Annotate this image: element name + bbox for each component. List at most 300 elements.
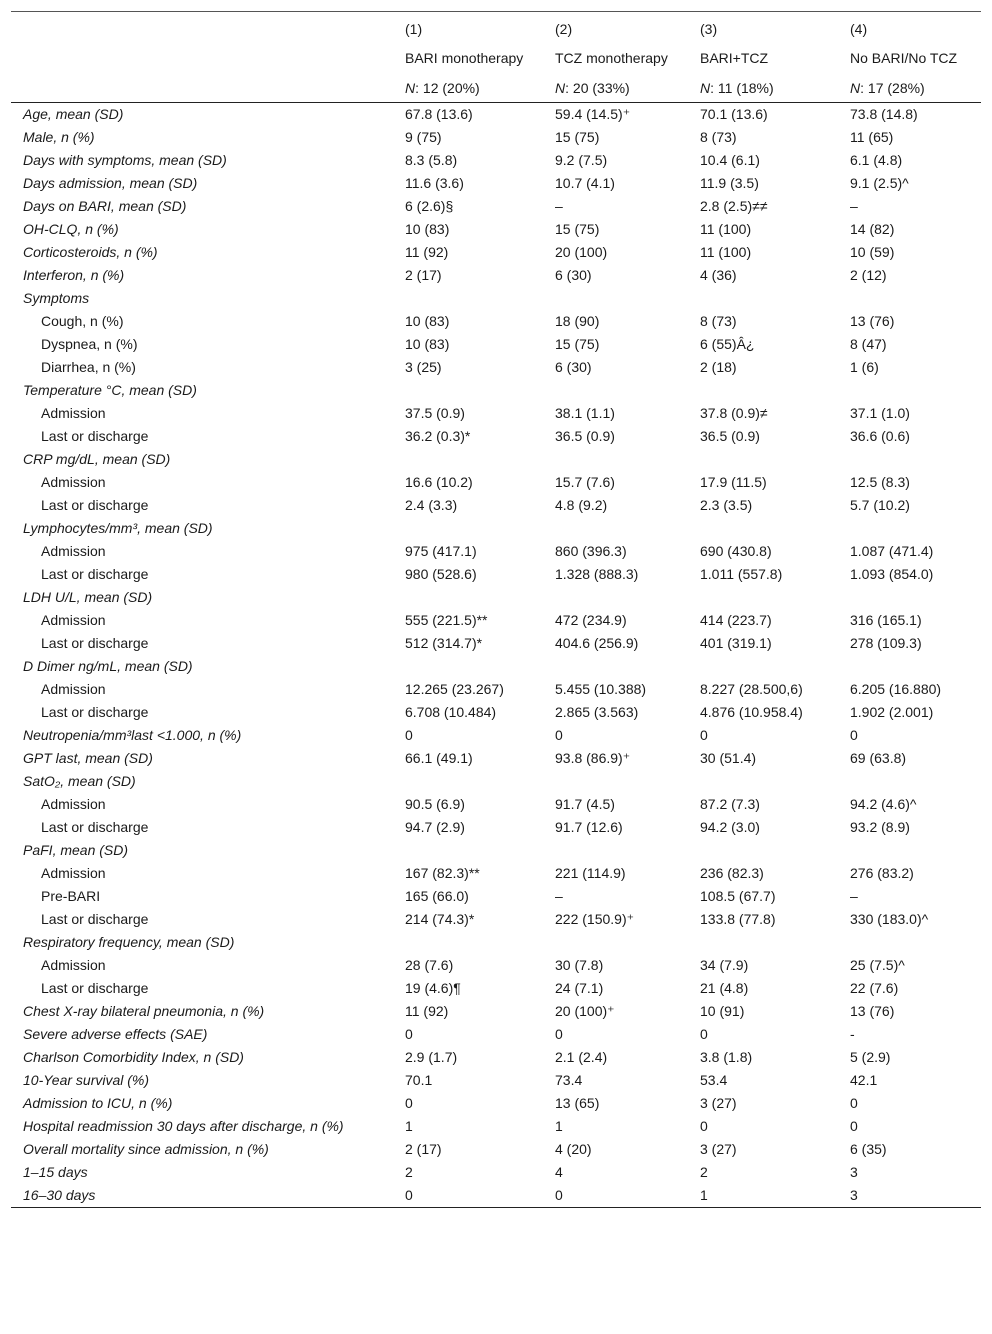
- cell-value: 36.5 (0.9): [555, 428, 615, 444]
- row-label: Days with symptoms, mean (SD): [23, 152, 227, 168]
- cell-value: 2.4 (3.3): [405, 497, 458, 513]
- cell-value: 37.5 (0.9): [405, 405, 465, 421]
- results-table: [11, 11, 981, 1208]
- row-group-label: Respiratory frequency, mean (SD): [23, 934, 235, 950]
- table-group-row: [11, 839, 981, 862]
- cell-value: 6 (30): [555, 359, 592, 375]
- cell-value: [543, 931, 688, 954]
- cell-value: 6.1 (4.8): [850, 152, 903, 168]
- table-row: [11, 103, 981, 127]
- cell-value: 28 (7.6): [405, 957, 454, 973]
- cell-value: 24 (7.1): [555, 980, 604, 996]
- cell-value: 3.8 (1.8): [700, 1049, 753, 1065]
- cell-value: 8.3 (5.8): [405, 152, 458, 168]
- cell-value: 59.4 (14.5)⁺: [555, 106, 631, 122]
- cell-value: 2.865 (3.563): [555, 704, 639, 720]
- table-row: [11, 356, 981, 379]
- cell-value: 975 (417.1): [405, 543, 477, 559]
- cell-value: 236 (82.3): [700, 865, 764, 881]
- cell-value: 2.8 (2.5)≠≠: [700, 198, 768, 214]
- table-row: [11, 540, 981, 563]
- table-row: [11, 1000, 981, 1023]
- cell-value: 11 (92): [405, 1003, 449, 1019]
- cell-value: 2: [700, 1164, 708, 1180]
- cell-value: 165 (66.0): [405, 888, 469, 904]
- row-label: Admission: [41, 681, 106, 697]
- table-row: [11, 609, 981, 632]
- table-group-row: [11, 931, 981, 954]
- cell-value: 5 (2.9): [850, 1049, 891, 1065]
- cell-value: 1: [405, 1118, 413, 1134]
- row-label: Last or discharge: [41, 428, 149, 444]
- cell-value: 4 (36): [700, 267, 737, 283]
- cell-value: 6 (2.6)§: [405, 198, 454, 214]
- table-row: [11, 862, 981, 885]
- cell-value: 6 (35): [850, 1141, 887, 1157]
- table-row: [11, 977, 981, 1000]
- table-row: [11, 264, 981, 287]
- row-label: Admission: [41, 474, 106, 490]
- cell-value: 8 (73): [700, 129, 737, 145]
- table-row: [11, 678, 981, 701]
- cell-value: [393, 770, 543, 793]
- cell-value: 10 (59): [850, 244, 895, 260]
- cell-value: 222 (150.9)⁺: [555, 911, 634, 927]
- row-label: Last or discharge: [41, 497, 149, 513]
- cell-value: 53.4: [700, 1072, 728, 1088]
- cell-value: 1: [688, 1184, 838, 1208]
- cell-value: 37.8 (0.9)≠: [700, 405, 768, 421]
- cell-value: 6.708 (10.484): [405, 704, 497, 720]
- cell-value: 94.7 (2.9): [405, 819, 465, 835]
- table-body: [11, 103, 981, 1208]
- table-row: [11, 126, 981, 149]
- row-label: Admission: [41, 865, 106, 881]
- cell-value: 2 (18): [700, 359, 737, 375]
- cell-value: 330 (183.0)^: [850, 911, 929, 927]
- row-label: Admission: [41, 612, 106, 628]
- cell-value: [688, 379, 838, 402]
- cell-value: 4 (20): [555, 1141, 592, 1157]
- cell-value: [838, 517, 981, 540]
- cell-value: [543, 287, 688, 310]
- table-row: [11, 494, 981, 517]
- table-group-row: [11, 448, 981, 471]
- cell-value: 15.7 (7.6): [555, 474, 615, 490]
- column-name: TCZ monotherapy: [555, 50, 668, 66]
- table-row: [11, 885, 981, 908]
- cell-value: 93.2 (8.9): [850, 819, 910, 835]
- row-label: Admission: [41, 543, 106, 559]
- cell-value: 3 (27): [700, 1095, 737, 1111]
- table-row: [11, 954, 981, 977]
- cell-value: 2: [405, 1164, 413, 1180]
- cell-value: 11.6 (3.6): [405, 175, 464, 191]
- cell-value: 6 (55)Â¿: [700, 336, 755, 352]
- cell-value: 10 (83): [405, 336, 450, 352]
- table-row: [11, 402, 981, 425]
- row-label: Interferon, n (%): [23, 267, 125, 283]
- table-row: [11, 701, 981, 724]
- cell-value: 22 (7.6): [850, 980, 899, 996]
- table-group-row: [11, 379, 981, 402]
- column-n: N: 12 (20%): [393, 79, 543, 103]
- cell-value: 278 (109.3): [850, 635, 922, 651]
- cell-value: [543, 379, 688, 402]
- row-label: Admission: [41, 405, 106, 421]
- row-label: Last or discharge: [41, 819, 149, 835]
- cell-value: 12.265 (23.267): [405, 681, 504, 697]
- row-label: Corticosteroids, n (%): [23, 244, 158, 260]
- row-label: Pre-BARI: [41, 888, 101, 904]
- cell-value: 860 (396.3): [555, 543, 627, 559]
- cell-value: 0: [555, 727, 563, 743]
- row-group-label: PaFI, mean (SD): [23, 842, 129, 858]
- row-label: Last or discharge: [41, 704, 149, 720]
- cell-value: 12.5 (8.3): [850, 474, 910, 490]
- cell-value: [688, 839, 838, 862]
- cell-value: 25 (7.5)^: [850, 957, 905, 973]
- table-row: [11, 333, 981, 356]
- cell-value: 73.8 (14.8): [850, 106, 918, 122]
- row-label: Male, n (%): [23, 129, 95, 145]
- cell-value: [688, 770, 838, 793]
- row-label: Cough, n (%): [41, 313, 124, 329]
- cell-value: –: [850, 198, 858, 214]
- row-label: Severe adverse effects (SAE): [23, 1026, 208, 1042]
- cell-value: [838, 931, 981, 954]
- table-row: [11, 563, 981, 586]
- table-group-row: [11, 655, 981, 678]
- cell-value: 414 (223.7): [700, 612, 772, 628]
- cell-value: 0: [700, 1026, 708, 1042]
- cell-value: 0: [700, 727, 708, 743]
- table-row: [11, 1023, 981, 1046]
- cell-value: 38.1 (1.1): [555, 405, 615, 421]
- table-row: [11, 149, 981, 172]
- row-label: Last or discharge: [41, 635, 149, 651]
- cell-value: 13 (76): [850, 313, 895, 329]
- cell-value: [393, 287, 543, 310]
- cell-value: 980 (528.6): [405, 566, 477, 582]
- cell-value: -: [850, 1026, 855, 1042]
- row-group-label: SatO₂, mean (SD): [23, 773, 136, 789]
- cell-value: [838, 448, 981, 471]
- table-row: [11, 1069, 981, 1092]
- cell-value: 1.093 (854.0): [850, 566, 934, 582]
- row-label: Admission: [41, 796, 106, 812]
- cell-value: 10.4 (6.1): [700, 152, 760, 168]
- table-row: [11, 1138, 981, 1161]
- row-label: Diarrhea, n (%): [41, 359, 136, 375]
- table-row: [11, 793, 981, 816]
- row-group-label: LDH U/L, mean (SD): [23, 589, 153, 605]
- cell-value: 73.4: [555, 1072, 583, 1088]
- cell-value: 34 (7.9): [700, 957, 749, 973]
- row-label: Charlson Comorbidity Index, n (SD): [23, 1049, 244, 1065]
- cell-value: 0: [850, 727, 858, 743]
- cell-value: 9.2 (7.5): [555, 152, 608, 168]
- cell-value: 0: [555, 1026, 563, 1042]
- cell-value: –: [850, 888, 858, 904]
- cell-value: [543, 586, 688, 609]
- cell-value: 15 (75): [555, 336, 600, 352]
- header-stub: [11, 79, 393, 103]
- table-row: [11, 195, 981, 218]
- cell-value: 70.1: [405, 1072, 433, 1088]
- cell-value: 1.902 (2.001): [850, 704, 934, 720]
- table-row: [11, 172, 981, 195]
- cell-value: [543, 517, 688, 540]
- cell-value: 1.011 (557.8): [700, 566, 783, 582]
- table-row: [11, 724, 981, 747]
- table-row: [11, 218, 981, 241]
- cell-value: 42.1: [850, 1072, 878, 1088]
- cell-value: 18 (90): [555, 313, 600, 329]
- cell-value: 10 (83): [405, 313, 450, 329]
- cell-value: 9 (75): [405, 129, 442, 145]
- cell-value: 0: [543, 1184, 688, 1208]
- cell-value: 512 (314.7)*: [405, 635, 483, 651]
- cell-value: 36.2 (0.3)*: [405, 428, 471, 444]
- cell-value: 0: [405, 1026, 413, 1042]
- row-label: Admission to ICU, n (%): [23, 1095, 173, 1111]
- cell-value: 0: [393, 1184, 543, 1208]
- cell-value: [838, 379, 981, 402]
- cell-value: [688, 448, 838, 471]
- cell-value: 11 (92): [405, 244, 449, 260]
- cell-value: 11.9 (3.5): [700, 175, 759, 191]
- header-row-name: [11, 49, 981, 79]
- cell-value: 16.6 (10.2): [405, 474, 473, 490]
- cell-value: 66.1 (49.1): [405, 750, 473, 766]
- row-label: Days on BARI, mean (SD): [23, 198, 187, 214]
- table-row: [11, 908, 981, 931]
- cell-value: 6.205 (16.880): [850, 681, 942, 697]
- cell-value: 13 (76): [850, 1003, 895, 1019]
- cell-value: 87.2 (7.3): [700, 796, 760, 812]
- cell-value: [543, 448, 688, 471]
- cell-value: 221 (114.9): [555, 865, 626, 881]
- row-group-label: CRP mg/dL, mean (SD): [23, 451, 171, 467]
- cell-value: [393, 931, 543, 954]
- cell-value: 17.9 (11.5): [700, 474, 767, 490]
- row-label: Neutropenia/mm³last <1.000, n (%): [23, 727, 242, 743]
- cell-value: [838, 586, 981, 609]
- row-label: Last or discharge: [41, 980, 149, 996]
- row-group-label: Lymphocytes/mm³, mean (SD): [23, 520, 213, 536]
- cell-value: 2 (17): [405, 1141, 442, 1157]
- cell-value: 214 (74.3)*: [405, 911, 475, 927]
- cell-value: [688, 287, 838, 310]
- cell-value: 70.1 (13.6): [700, 106, 768, 122]
- table-row: [11, 1184, 981, 1208]
- cell-value: 133.8 (77.8): [700, 911, 776, 927]
- cell-value: 8.227 (28.500,6): [700, 681, 803, 697]
- column-name: No BARI/No TCZ: [850, 50, 958, 66]
- cell-value: 6 (30): [555, 267, 592, 283]
- cell-value: 276 (83.2): [850, 865, 914, 881]
- cell-value: [393, 379, 543, 402]
- cell-value: 20 (100): [555, 244, 608, 260]
- cell-value: 14 (82): [850, 221, 895, 237]
- cell-value: 4.876 (10.958.4): [700, 704, 803, 720]
- header-row-number: [11, 12, 981, 50]
- column-n: N: 11 (18%): [688, 79, 838, 103]
- cell-value: 401 (319.1): [700, 635, 772, 651]
- cell-value: 69 (63.8): [850, 750, 907, 766]
- cell-value: 10 (91): [700, 1003, 745, 1019]
- cell-value: [838, 770, 981, 793]
- cell-value: 11 (100): [700, 244, 752, 260]
- row-label: Chest X-ray bilateral pneumonia, n (%): [23, 1003, 265, 1019]
- cell-value: 15 (75): [555, 221, 600, 237]
- cell-value: 10 (83): [405, 221, 450, 237]
- cell-value: 15 (75): [555, 129, 600, 145]
- cell-value: [393, 448, 543, 471]
- table-row: [11, 816, 981, 839]
- cell-value: 3: [850, 1164, 858, 1180]
- cell-value: 167 (82.3)**: [405, 865, 480, 881]
- cell-value: 37.1 (1.0): [850, 405, 910, 421]
- cell-value: 9.1 (2.5)^: [850, 175, 909, 191]
- cell-value: 108.5 (67.7): [700, 888, 776, 904]
- cell-value: 91.7 (12.6): [555, 819, 623, 835]
- cell-value: 67.8 (13.6): [405, 106, 473, 122]
- table-row: [11, 1161, 981, 1184]
- cell-value: 21 (4.8): [700, 980, 749, 996]
- column-number: (3): [688, 12, 838, 50]
- cell-value: 30 (51.4): [700, 750, 757, 766]
- row-label: Last or discharge: [41, 911, 149, 927]
- cell-value: 5.455 (10.388): [555, 681, 647, 697]
- row-label: Admission: [41, 957, 106, 973]
- cell-value: [688, 655, 838, 678]
- cell-value: 0: [850, 1118, 858, 1134]
- table-row: [11, 471, 981, 494]
- cell-value: 19 (4.6)¶: [405, 980, 461, 996]
- row-label: Days admission, mean (SD): [23, 175, 198, 191]
- cell-value: [688, 586, 838, 609]
- cell-value: 0: [405, 1095, 413, 1111]
- cell-value: 13 (65): [555, 1095, 600, 1111]
- row-label: Overall mortality since admission, n (%): [23, 1141, 269, 1157]
- column-n: N: 17 (28%): [838, 79, 981, 103]
- cell-value: 10.7 (4.1): [555, 175, 615, 191]
- cell-value: 93.8 (86.9)⁺: [555, 750, 631, 766]
- row-label: 1–15 days: [23, 1164, 88, 1180]
- table-row: [11, 632, 981, 655]
- table-row: [11, 1046, 981, 1069]
- cell-value: 472 (234.9): [555, 612, 627, 628]
- cell-value: 690 (430.8): [700, 543, 772, 559]
- cell-value: 3 (27): [700, 1141, 737, 1157]
- cell-value: [688, 931, 838, 954]
- cell-value: 0: [700, 1118, 708, 1134]
- column-number: (2): [543, 12, 688, 50]
- cell-value: 36.5 (0.9): [700, 428, 760, 444]
- column-number: (4): [838, 12, 981, 50]
- row-label: GPT last, mean (SD): [23, 750, 153, 766]
- cell-value: 2.3 (3.5): [700, 497, 753, 513]
- cell-value: 4.8 (9.2): [555, 497, 608, 513]
- table-row: [11, 747, 981, 770]
- cell-value: [543, 655, 688, 678]
- row-label: Dyspnea, n (%): [41, 336, 138, 352]
- cell-value: 3: [838, 1184, 981, 1208]
- cell-value: 2.9 (1.7): [405, 1049, 458, 1065]
- cell-value: 8 (47): [850, 336, 887, 352]
- row-group-label: D Dimer ng/mL, mean (SD): [23, 658, 193, 674]
- header-stub: [11, 12, 393, 50]
- cell-value: [393, 586, 543, 609]
- cell-value: [393, 655, 543, 678]
- cell-value: [393, 839, 543, 862]
- cell-value: [838, 839, 981, 862]
- cell-value: 11 (100): [700, 221, 752, 237]
- cell-value: 94.2 (3.0): [700, 819, 760, 835]
- cell-value: 404.6 (256.9): [555, 635, 639, 651]
- column-n: N: 20 (33%): [543, 79, 688, 103]
- cell-value: 2.1 (2.4): [555, 1049, 608, 1065]
- column-number: (1): [393, 12, 543, 50]
- cell-value: 30 (7.8): [555, 957, 604, 973]
- cell-value: 91.7 (4.5): [555, 796, 615, 812]
- cell-value: 20 (100)⁺: [555, 1003, 615, 1019]
- cell-value: [393, 517, 543, 540]
- cell-value: 0: [850, 1095, 858, 1111]
- cell-value: 36.6 (0.6): [850, 428, 910, 444]
- cell-value: –: [555, 198, 563, 214]
- cell-value: 2 (17): [405, 267, 442, 283]
- table-group-row: [11, 770, 981, 793]
- cell-value: 1: [555, 1118, 563, 1134]
- cell-value: [543, 770, 688, 793]
- table-row: [11, 1115, 981, 1138]
- header-row-n: [11, 79, 981, 103]
- table-row: [11, 425, 981, 448]
- cell-value: [688, 517, 838, 540]
- cell-value: 11 (65): [850, 129, 894, 145]
- cell-value: 2 (12): [850, 267, 887, 283]
- row-label: Hospital readmission 30 days after discharge, n (%): [23, 1118, 344, 1134]
- cell-value: 1.087 (471.4): [850, 543, 934, 559]
- cell-value: [838, 655, 981, 678]
- cell-value: 1.328 (888.3): [555, 566, 639, 582]
- header-stub: [11, 49, 393, 79]
- row-label: Age, mean (SD): [23, 106, 124, 122]
- row-label: 10-Year survival (%): [23, 1072, 150, 1088]
- table-row: [11, 310, 981, 333]
- column-name: BARI monotherapy: [405, 50, 524, 66]
- row-label: Last or discharge: [41, 566, 149, 582]
- cell-value: 90.5 (6.9): [405, 796, 465, 812]
- cell-value: 8 (73): [700, 313, 737, 329]
- cell-value: [838, 287, 981, 310]
- row-label: 16–30 days: [11, 1184, 393, 1208]
- cell-value: 0: [405, 727, 413, 743]
- table-group-row: [11, 287, 981, 310]
- row-group-label: Symptoms: [23, 290, 90, 306]
- cell-value: 94.2 (4.6)^: [850, 796, 917, 812]
- column-name: BARI+TCZ: [700, 50, 769, 66]
- cell-value: –: [555, 888, 563, 904]
- table-row: [11, 241, 981, 264]
- cell-value: 1 (6): [850, 359, 879, 375]
- cell-value: [543, 839, 688, 862]
- cell-value: 555 (221.5)**: [405, 612, 488, 628]
- table-group-row: [11, 586, 981, 609]
